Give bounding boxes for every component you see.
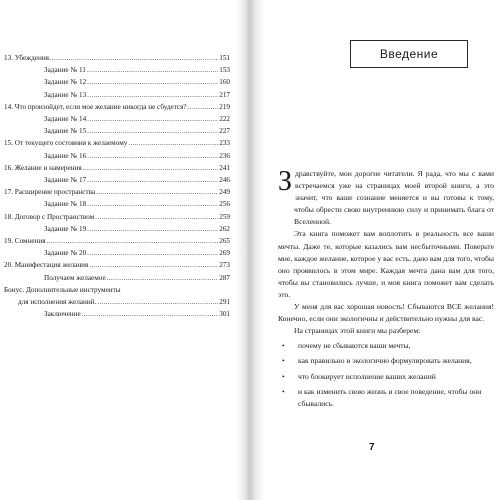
intro-paragraph-1-text: дравствуйте, мои дорогие читатели. Я рада, что мы с вами встречаемся уже на страницах моей второй книги, а это значит, что ваше сознание меняется и вы готовы к тому, чтобы обрести свою внутреннюю силу и принимать блага от Вселенной. <box>294 169 494 227</box>
toc-entry-page: 241 <box>219 163 230 172</box>
toc-entry-page: 153 <box>219 66 230 75</box>
book-spine-gutter <box>236 0 264 500</box>
list-item: • и как изменить свою жизнь и свое поведение, чтобы они сбывались. <box>278 386 494 410</box>
chapter-heading: Введение <box>350 40 468 68</box>
toc-entry-bonus: Бонус. Дополнительные инструменты <box>4 285 121 294</box>
toc-entry <box>4 174 230 186</box>
toc-entry-title: для исполнения желаний. <box>18 298 97 307</box>
toc-entry-title: Задание № 19 <box>44 224 87 233</box>
toc-entry <box>4 162 230 174</box>
toc-entry <box>4 272 230 284</box>
toc-entry <box>4 308 230 320</box>
toc-entry <box>4 64 230 76</box>
toc-entry-title: 15. От текущего состояния к желаемому <box>4 139 128 148</box>
toc-entry-title: Получаем желаемое <box>44 273 106 282</box>
toc-entry-page: 269 <box>219 249 230 258</box>
toc-entry-page: 217 <box>219 90 230 99</box>
toc-entry <box>4 296 230 308</box>
drop-cap: З <box>278 166 293 197</box>
toc-leader-dots <box>87 64 218 76</box>
toc-leader-dots <box>96 186 218 198</box>
toc-entry-title: Задание № 13 <box>44 90 87 99</box>
toc-entry-title: 13. Убеждения. <box>4 54 51 62</box>
toc-entry-title: Задание № 16 <box>44 151 87 160</box>
toc-entry-title: 18. Договор с Пространством <box>4 212 95 221</box>
list-item: • как правильно и экологично формулировать желания, <box>278 355 494 367</box>
toc-entry <box>4 247 230 259</box>
toc-entry-page: 291 <box>219 298 230 307</box>
toc-entry <box>4 101 230 113</box>
toc-entry-title: 16. Желание и намерения <box>4 163 82 172</box>
toc-entry-page: 236 <box>219 151 230 160</box>
toc-leader-dots <box>87 113 218 125</box>
toc-entry-page: 222 <box>219 115 230 124</box>
toc-leader-dots <box>87 198 218 210</box>
toc-leader-dots <box>87 223 218 235</box>
toc-entry <box>4 259 230 271</box>
toc-leader-dots <box>97 296 218 308</box>
toc-entry <box>4 89 230 101</box>
toc-entry-page: 262 <box>219 224 230 233</box>
toc-entry-page: 256 <box>219 200 230 209</box>
toc-entry <box>4 223 230 235</box>
toc-leader-dots <box>47 235 219 247</box>
toc-leader-dots <box>188 101 219 113</box>
toc-entry-page: 233 <box>219 139 230 148</box>
intro-paragraph-3: У меня для вас хорошая новость! Сбываются ВСЕ желания! Конечно, если они экологичны и действительно нужны для вас. <box>278 302 494 324</box>
left-page <box>0 0 236 500</box>
toc-entry <box>4 198 230 210</box>
toc-entry-page: 301 <box>219 310 230 319</box>
toc-entry-page: 265 <box>219 237 230 246</box>
toc-entry <box>4 150 230 162</box>
toc-entry <box>4 113 230 125</box>
toc-leader-dots <box>87 150 218 162</box>
toc-leader-dots <box>128 137 218 149</box>
toc-entry <box>4 211 230 223</box>
toc-entry-page: 219 <box>219 102 230 111</box>
intro-bullet-list <box>278 340 494 409</box>
toc-entry-title: 20. Манифестация желания <box>4 261 89 270</box>
toc-entry-page: 160 <box>219 78 230 87</box>
intro-body <box>278 168 494 413</box>
list-item: • почему не сбываются ваши мечты, <box>278 340 494 352</box>
toc-leader-dots <box>107 272 219 284</box>
toc-leader-dots <box>87 247 218 259</box>
toc-entry-title: Задание № 15 <box>44 127 87 136</box>
toc-entry-title: 14. Что произойдет, если мое желание никогда не сбудется? <box>4 102 187 111</box>
table-of-contents <box>4 52 230 320</box>
toc-leader-dots <box>87 76 218 88</box>
intro-paragraph-2: Эта книга поможет вам воплотить в реальность все ваши мечты. Даже те, которые казались вам несбыточными. Поверьте мне, каждое желание, которое у вас есть, дано вам для того, чтобы оно проявилось в этом мире. Каждая мечта дана вам для того, чтобы вы становились лучше, и моя книга поможет вам сделать это. <box>278 229 494 299</box>
toc-leader-dots <box>87 125 218 137</box>
toc-entry-title: Задание № 18 <box>44 200 87 209</box>
toc-entry-page: 287 <box>219 273 230 282</box>
toc-entry-title: Задание № 12 <box>44 78 87 87</box>
toc-entry-title: Задание № 17 <box>44 176 87 185</box>
toc-entry <box>4 235 230 247</box>
toc-entry-page: 273 <box>219 261 230 270</box>
toc-leader-dots <box>89 259 218 271</box>
toc-entry <box>4 137 230 149</box>
toc-entry-title: Задание № 11 <box>44 66 86 75</box>
toc-entry-page: 259 <box>219 212 230 221</box>
toc-entry-title: 17. Расширение пространства <box>4 188 96 197</box>
toc-leader-dots <box>87 174 218 186</box>
page-number: 7 <box>369 442 375 453</box>
right-page <box>264 0 500 500</box>
toc-leader-dots <box>95 211 218 223</box>
toc-leader-dots <box>82 308 219 320</box>
toc-leader-dots <box>87 89 218 101</box>
toc-entry-page: 249 <box>219 188 230 197</box>
intro-paragraph-4: На страницах этой книги мы разберем: <box>294 326 421 336</box>
toc-entry-page: 151 <box>219 54 230 62</box>
toc-entry-title: Задание № 20 <box>44 249 87 258</box>
toc-entry <box>4 125 230 137</box>
toc-entry <box>4 76 230 88</box>
toc-entry-title: 19. Сомнения <box>4 237 46 246</box>
intro-paragraph-1 <box>278 168 494 228</box>
toc-entry-page: 227 <box>219 127 230 136</box>
toc-entry-page: 246 <box>219 176 230 185</box>
list-item: • что блокирует исполнение ваших желаний <box>278 371 494 383</box>
toc-entry <box>4 186 230 198</box>
toc-entry-title: Задание № 14 <box>44 115 87 124</box>
toc-leader-dots <box>52 52 218 64</box>
toc-entry-title: Заключение <box>44 310 81 319</box>
toc-leader-dots <box>83 162 219 174</box>
toc-entry <box>4 52 230 64</box>
